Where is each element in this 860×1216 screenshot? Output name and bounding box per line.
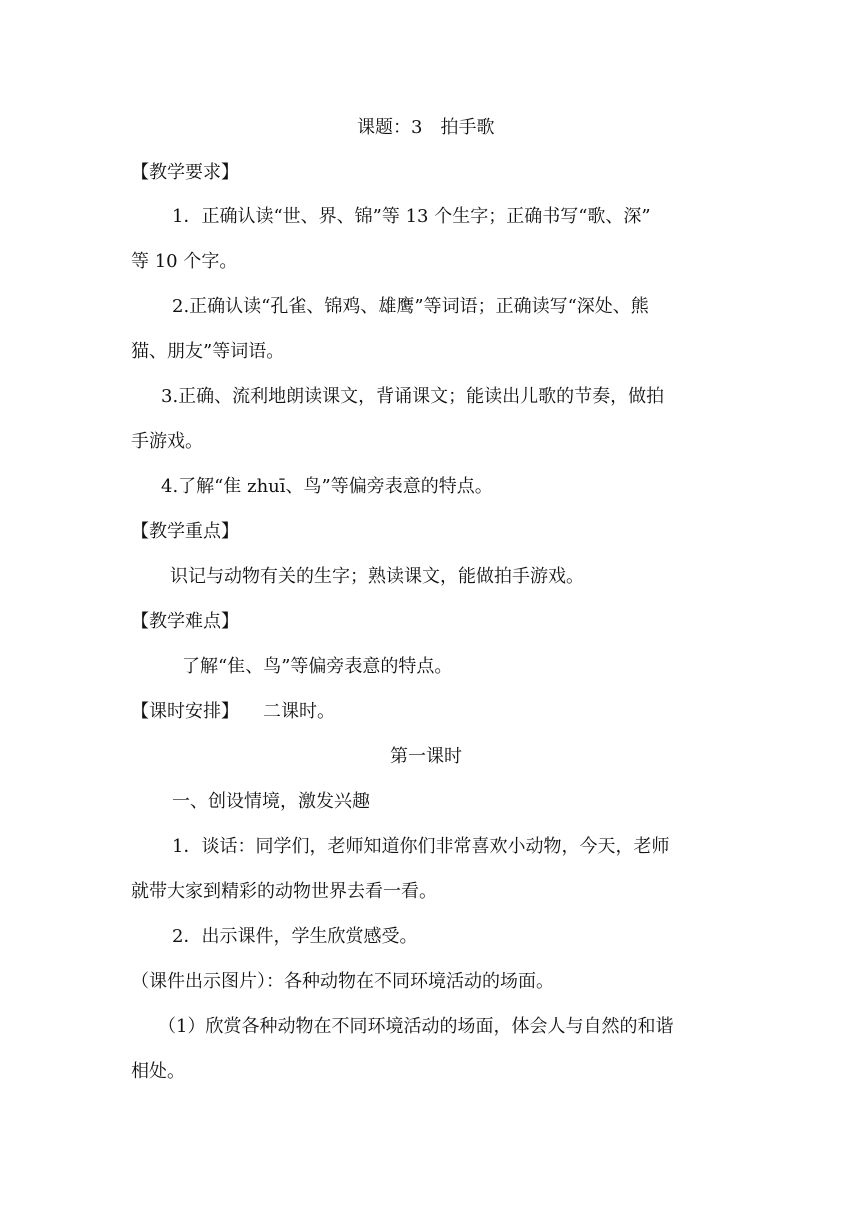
- lesson-title: 第一课时: [390, 746, 462, 767]
- requirements-heading: 【教学要求】: [131, 162, 239, 183]
- difficulties-text: 了解“隹、鸟”等偏旁表意的特点。: [182, 656, 453, 677]
- schedule-heading: 【课时安排】: [131, 701, 239, 722]
- requirement-4: 4.了解“隹 zhuī、鸟”等偏旁表意的特点。: [161, 476, 493, 497]
- key-points-text: 识记与动物有关的生字；熟读课文，能做拍手游戏。: [170, 566, 584, 587]
- requirement-1-line-1: 1．正确认读“世、界、锦”等 13 个生字；正确书写“歌、深”: [172, 206, 651, 227]
- requirement-3-line-2: 手游戏。: [131, 431, 203, 452]
- step-2: 2．出示课件，学生欣赏感受。: [172, 926, 418, 947]
- schedule-text: 二课时。: [263, 701, 335, 722]
- requirement-1-line-2: 等 10 个字。: [131, 251, 238, 272]
- key-points-heading: 【教学重点】: [131, 521, 239, 542]
- requirement-2-line-2: 猫、朋友”等词语。: [131, 341, 285, 362]
- requirement-3-line-1: 3.正确、流利地朗读课文，背诵课文；能读出儿歌的节奏，做拍: [161, 386, 665, 407]
- requirement-2-line-1: 2.正确认读“孔雀、锦鸡、雄鹰”等词语；正确读写“深处、熊: [172, 296, 649, 317]
- step-1-line-1: 1．谈话：同学们，老师知道你们非常喜欢小动物，今天，老师: [172, 836, 670, 857]
- sub-step-1-line-2: 相处。: [131, 1061, 185, 1082]
- courseware-note: （课件出示图片）：各种动物在不同环境活动的场面。: [131, 971, 554, 992]
- page-title: 课题：3 拍手歌: [357, 117, 495, 138]
- difficulties-heading: 【教学难点】: [131, 611, 239, 632]
- sub-step-1-line-1: （1）欣赏各种动物在不同环境活动的场面，体会人与自然的和谐: [158, 1016, 674, 1037]
- section-1-heading: 一、创设情境，激发兴趣: [172, 791, 370, 812]
- step-1-line-2: 就带大家到精彩的动物世界去看一看。: [131, 881, 437, 902]
